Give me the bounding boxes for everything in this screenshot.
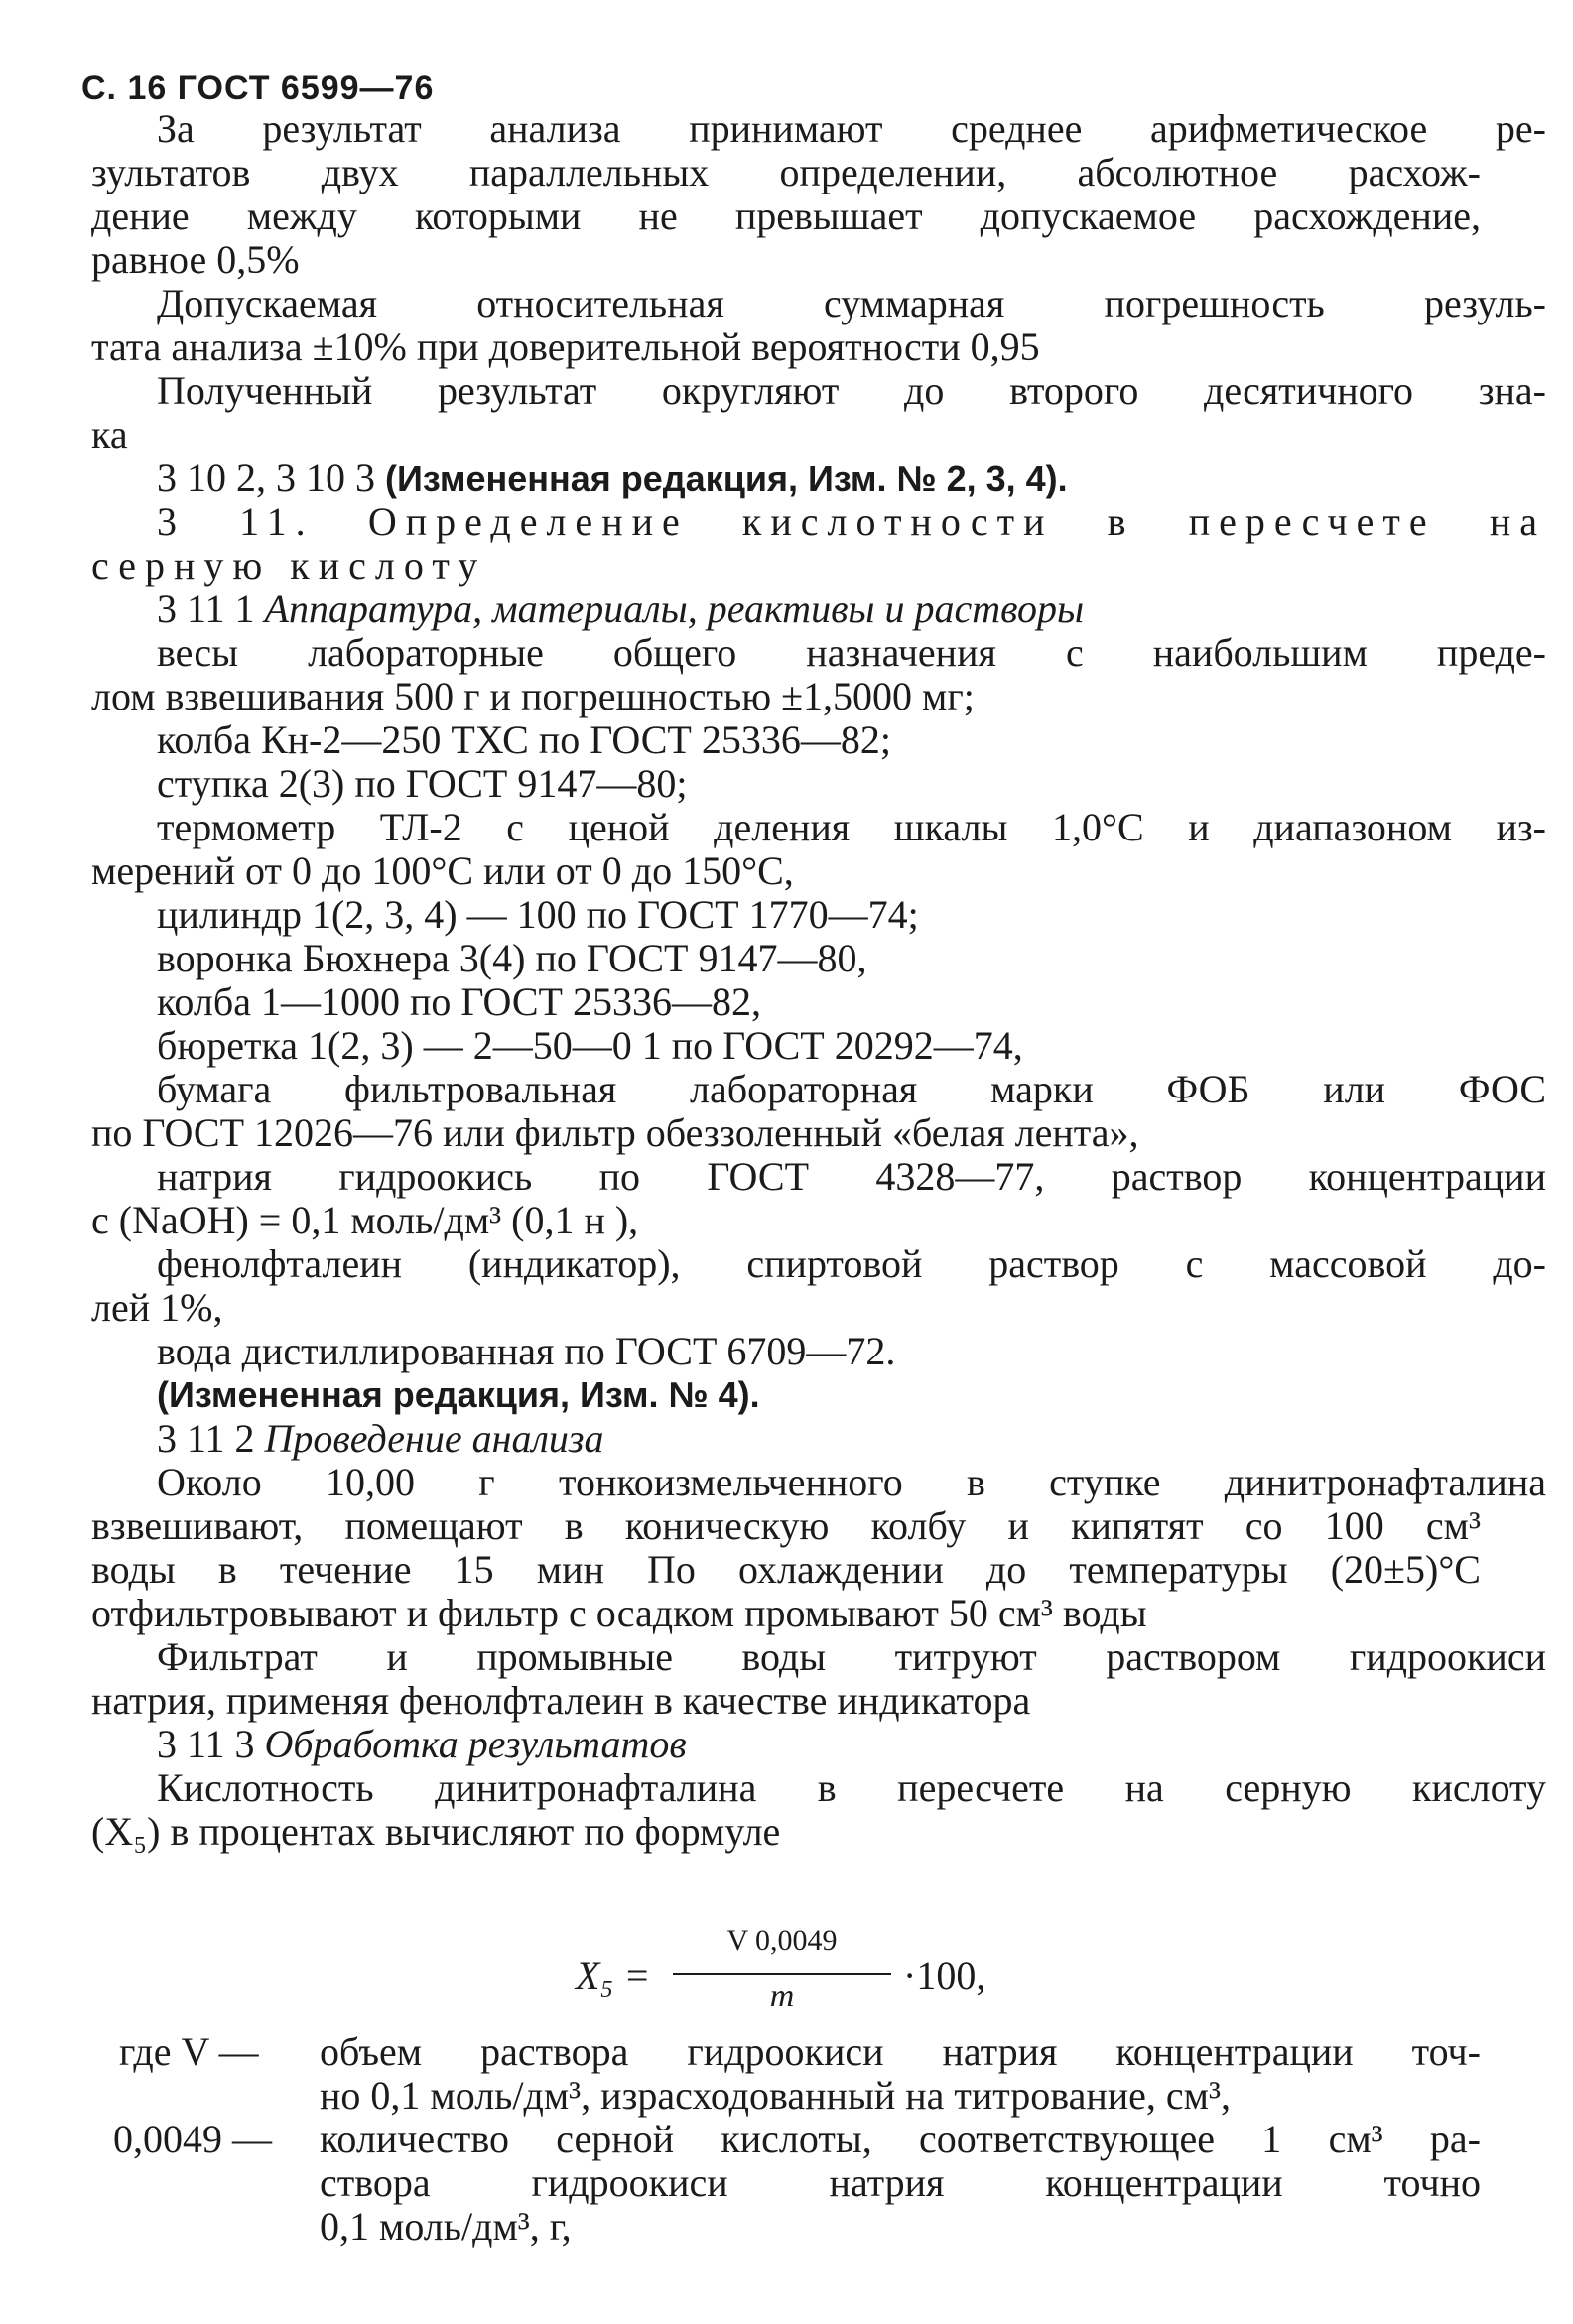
text-line: взвешивают, помещают в коническую колбу и кипятят со 100 см³ — [91, 1503, 1481, 1548]
text-line: колба Кн-2—250 ТХС по ГОСТ 25336—82; — [157, 717, 891, 762]
text-line: весы лабораторные общего назначения с наибольшим преде- — [157, 630, 1546, 675]
text-line: ка — [91, 412, 128, 456]
text-line: мерений от 0 до 100°С или от 0 до 150°С, — [91, 848, 794, 893]
subsection-line — [157, 1723, 1546, 1766]
clause-number: 3 11 2 — [157, 1416, 255, 1461]
subsection-line — [157, 587, 1546, 631]
text-line: равное 0,5% — [91, 237, 300, 282]
text-line: термометр ТЛ-2 с ценой деления шкалы 1,0°С и диапазоном из- — [157, 805, 1546, 849]
fraction-bar — [673, 1973, 891, 1975]
text-line: лом взвешивания 500 г и погрешностью ±1,5000 мг; — [91, 674, 975, 718]
text-line: воронка Бюхнера 3(4) по ГОСТ 9147—80, — [157, 936, 867, 980]
text-line: За результат анализа принимают среднее арифметическое ре- — [157, 106, 1546, 151]
text-line: колба 1—1000 по ГОСТ 25336—82, — [157, 979, 761, 1024]
text-line: бюретка 1(2, 3) — 2—50—0 1 по ГОСТ 20292—74, — [157, 1023, 1023, 1068]
where-definition: створа гидроокиси натрия концентрации точно — [320, 2160, 1481, 2205]
clause-number: 3 11 1 — [157, 586, 255, 631]
where-definition: 0,1 моль/дм³, г, — [320, 2204, 572, 2249]
where-definition: количество серной кислоты, соответствующее 1 см³ ра- — [320, 2117, 1481, 2161]
subsection-title: Аппаратура, материалы, реактивы и растворы — [264, 586, 1085, 631]
subsection-title: Обработка результатов — [264, 1722, 687, 1766]
amendment-note: (Измененная редакция, Изм. № 2, 3, 4). — [385, 458, 1068, 499]
text-line: натрия, применяя фенолфталеин в качестве индикатора — [91, 1678, 1031, 1723]
where-term: 0,0049 — — [113, 2117, 272, 2161]
text-line: Фильтрат и промывные воды титруют раствором гидроокиси — [157, 1634, 1546, 1679]
clause-line — [157, 456, 1546, 501]
text-line: зультатов двух параллельных определении, абсолютное расхож- — [91, 150, 1481, 194]
subsection-title: Проведение анализа — [264, 1416, 604, 1461]
text-line: натрия гидроокись по ГОСТ 4328—77, раствор концентрации — [157, 1154, 1546, 1199]
text-line: дение между которыми не превышает допускаемое расхождение, — [91, 194, 1481, 238]
text-line: ступка 2(3) по ГОСТ 9147—80; — [157, 761, 688, 806]
formula-denominator: m — [769, 1978, 795, 2014]
section-heading: серную кислоту — [91, 543, 487, 587]
where-definition: объем раствора гидроокиси натрия концентрации точ- — [320, 2029, 1481, 2074]
text-line: бумага фильтровальная лабораторная марки ФОБ или ФОС — [157, 1067, 1546, 1111]
text-line: цилиндр 1(2, 3, 4) — 100 по ГОСТ 1770—74; — [157, 892, 919, 937]
text-line: воды в течение 15 мин По охлаждении до температуры (20±5)°С — [91, 1547, 1481, 1592]
text-line: вода дистиллированная по ГОСТ 6709—72. — [157, 1329, 896, 1373]
subsection-line — [157, 1417, 1546, 1461]
page-header: С. 16 ГОСТ 6599—76 — [81, 69, 435, 107]
text-line: c (NaOH) = 0,1 моль/дм³ (0,1 н ), — [91, 1198, 639, 1242]
clause-number: 3 10 2, 3 10 3 — [157, 455, 375, 500]
clause-number: 3 11 3 — [157, 1722, 255, 1766]
text-line: по ГОСТ 12026—76 или фильтр обеззоленный «белая лента», — [91, 1110, 1139, 1155]
text-line: лей 1%, — [91, 1285, 223, 1330]
text-line: отфильтровывают и фильтр с осадком промывают 50 см³ воды — [91, 1591, 1147, 1635]
text-line: фенолфталеин (индикатор), спиртовой раствор с массовой до- — [157, 1241, 1546, 1286]
text-line: Около 10,00 г тонкоизмельченного в ступке динитронафталина — [157, 1460, 1546, 1504]
section-heading: 3 11. Определение кислотности в пересчете на — [157, 499, 1546, 544]
where-term: где V — — [119, 2029, 259, 2074]
formula-rhs: ·100, — [903, 1953, 986, 1998]
amendment-note: (Измененная редакция, Изм. № 4). — [157, 1374, 760, 1415]
text-line: Полученный результат округляют до второго десятичного зна- — [157, 368, 1546, 413]
formula-numerator: V 0,0049 — [726, 1924, 838, 1957]
formula-lhs: X₅ = — [576, 1953, 651, 1998]
text-line: Допускаемая относительная суммарная погрешность резуль- — [157, 281, 1546, 325]
text-line: (X₅) в процентах вычисляют по формуле — [91, 1809, 781, 1854]
where-definition: но 0,1 моль/дм³, израсходованный на титрование, см³, — [320, 2073, 1231, 2118]
text-line: тата анализа ±10% при доверительной вероятности 0,95 — [91, 324, 1040, 369]
text-line: Кислотность динитронафталина в пересчете на серную кислоту — [157, 1765, 1546, 1810]
